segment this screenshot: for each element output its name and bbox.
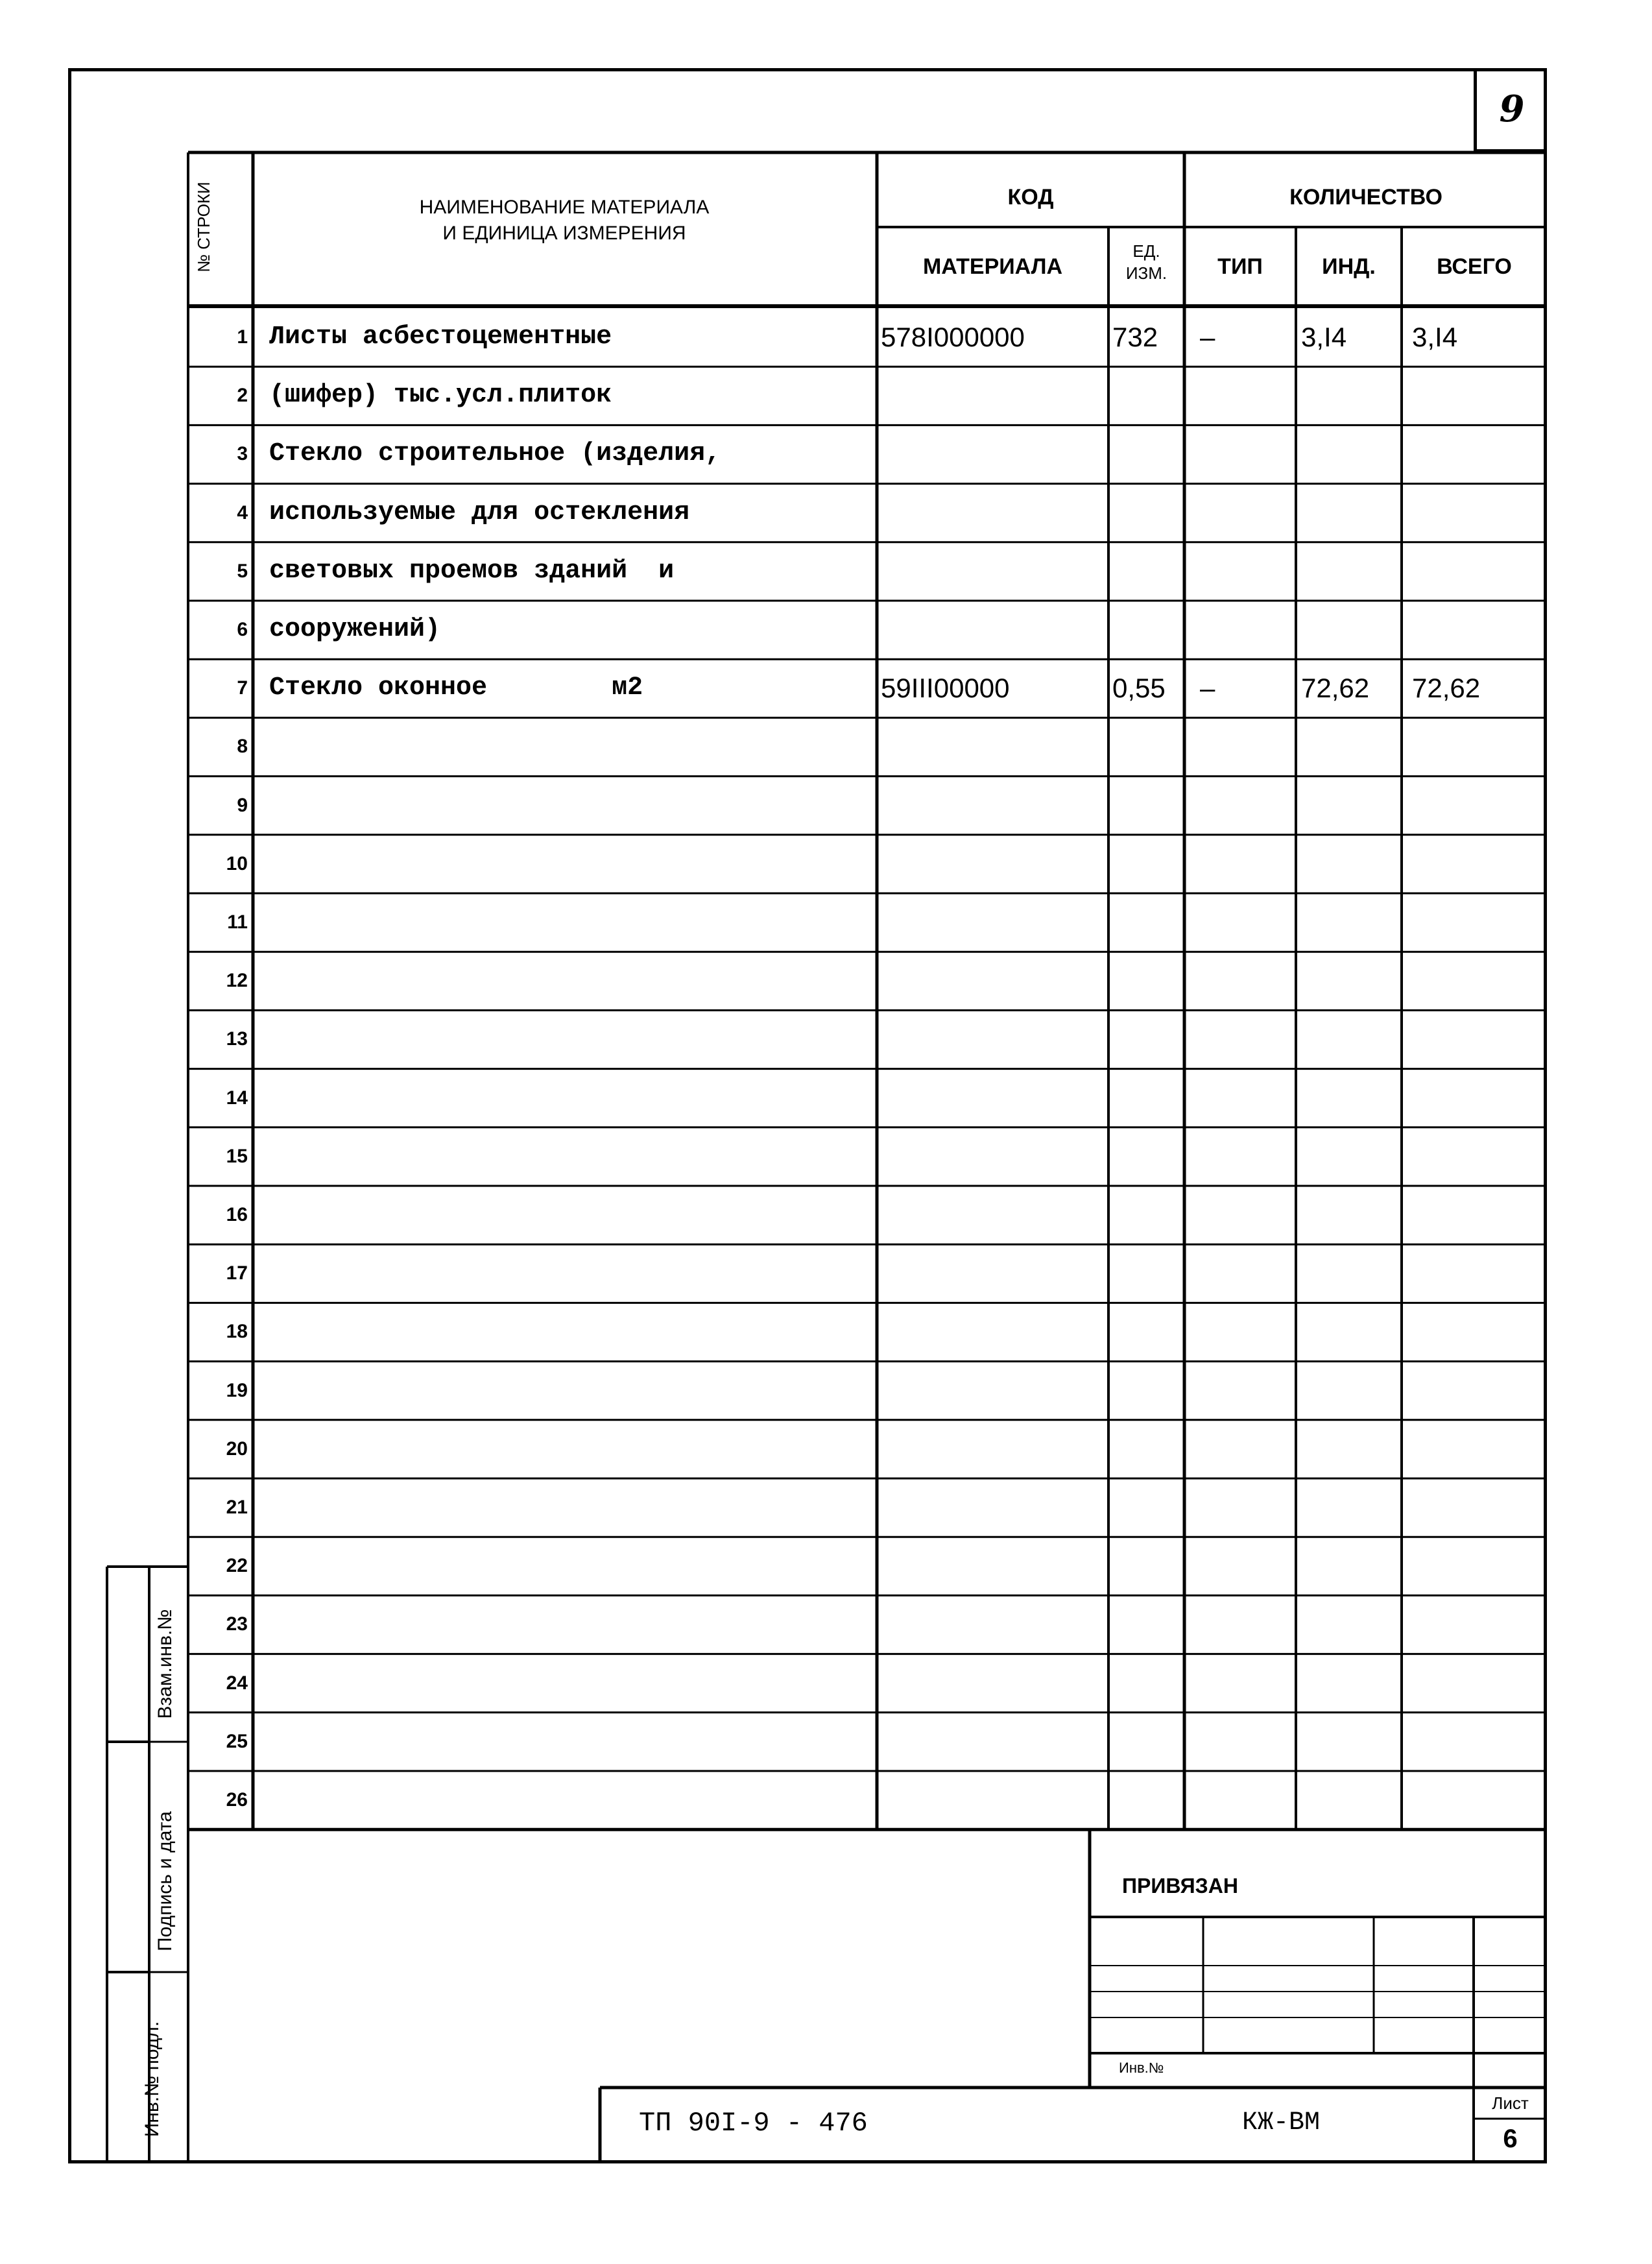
- cell-total: [1402, 425, 1547, 483]
- cell-name: сооружений): [269, 615, 441, 644]
- cell-name: Листы асбестоцементные: [269, 322, 612, 352]
- cell-code: [877, 777, 1108, 835]
- cell-total: [1402, 1713, 1547, 1771]
- cell-ind: [1296, 717, 1402, 776]
- cell-ind: [1296, 1771, 1402, 1829]
- cell-ind: [1296, 1186, 1402, 1244]
- cell-name: [253, 1069, 877, 1127]
- cell-name: [253, 1303, 877, 1361]
- cell-unit: [1108, 1010, 1184, 1068]
- cell-type: [1184, 1010, 1296, 1068]
- cell-unit: [1108, 1713, 1184, 1771]
- cell-code: [877, 952, 1108, 1010]
- cell-total: 3,I4: [1412, 322, 1458, 352]
- cell-type: [1184, 1771, 1296, 1829]
- quantity-group-header: КОЛИЧЕСТВО: [1289, 185, 1443, 210]
- cell-name: [253, 1537, 877, 1595]
- cell-name: [253, 893, 877, 952]
- ind-column-header: ИНД.: [1322, 254, 1376, 279]
- cell-ind: [1296, 484, 1402, 542]
- cell-unit: [1108, 835, 1184, 893]
- cell-type: [1184, 484, 1296, 542]
- cell-ind: [1296, 542, 1402, 601]
- cell-n: 17: [226, 1262, 248, 1284]
- cell-name: [253, 1595, 877, 1654]
- cell-code: [877, 1537, 1108, 1595]
- cell-code: [877, 1244, 1108, 1303]
- cell-name: [253, 1127, 877, 1186]
- cell-ind: [1296, 1244, 1402, 1303]
- document-mark: КЖ-ВМ: [1241, 2108, 1321, 2138]
- cell-code: [877, 1654, 1108, 1713]
- cell-name: [253, 717, 877, 776]
- cell-type: [1184, 542, 1296, 601]
- cell-n: 15: [226, 1145, 248, 1167]
- cell-code: [877, 1010, 1108, 1068]
- cell-ind: [1296, 1713, 1402, 1771]
- cell-ind: [1296, 893, 1402, 952]
- inventory-small-label: Инв.№: [1119, 2060, 1164, 2076]
- cell-name: [253, 777, 877, 835]
- cell-code: [877, 1478, 1108, 1537]
- cell-total: [1402, 542, 1547, 601]
- cell-code: [877, 1069, 1108, 1127]
- row-number-header: № СТРОКИ: [194, 182, 213, 272]
- signature-date-label: Подпись и дата: [154, 1811, 176, 1951]
- cell-ind: [1296, 1303, 1402, 1361]
- cell-code: [877, 893, 1108, 952]
- cell-unit: [1108, 1244, 1184, 1303]
- cell-type: [1184, 952, 1296, 1010]
- cell-name: Стекло оконное м2: [269, 673, 643, 703]
- cell-unit: [1108, 717, 1184, 776]
- cell-n: 9: [237, 794, 248, 816]
- cell-unit: 0,55: [1112, 673, 1166, 704]
- cell-ind: [1296, 1010, 1402, 1068]
- cell-unit: [1108, 1537, 1184, 1595]
- cell-unit: [1108, 1654, 1184, 1713]
- cell-n: 26: [226, 1789, 248, 1811]
- cell-type: [1184, 777, 1296, 835]
- cell-n: 7: [237, 677, 248, 699]
- cell-ind: [1296, 1362, 1402, 1420]
- cell-total: [1402, 1244, 1547, 1303]
- cell-ind: [1296, 601, 1402, 659]
- cell-ind: [1296, 952, 1402, 1010]
- cell-total: [1402, 835, 1547, 893]
- cell-ind: [1296, 425, 1402, 483]
- cell-total: [1402, 1186, 1547, 1244]
- cell-n: 3: [237, 443, 248, 465]
- cell-total: [1402, 1478, 1547, 1537]
- cell-total: [1402, 1420, 1547, 1478]
- cell-total: [1402, 777, 1547, 835]
- cell-n: 2: [237, 385, 248, 407]
- cell-ind: [1296, 1537, 1402, 1595]
- cell-n: 8: [237, 736, 248, 758]
- cell-unit: [1108, 1069, 1184, 1127]
- cell-unit: [1108, 952, 1184, 1010]
- material-column-header: МАТЕРИАЛА: [922, 254, 1063, 279]
- cell-n: 18: [226, 1321, 248, 1343]
- cell-unit: [1108, 367, 1184, 425]
- cell-code: [877, 1420, 1108, 1478]
- cell-total: [1402, 952, 1547, 1010]
- cell-type: [1184, 1186, 1296, 1244]
- cell-type: [1184, 893, 1296, 952]
- cell-code: [877, 1595, 1108, 1654]
- cell-name: [253, 1010, 877, 1068]
- cell-ind: [1296, 777, 1402, 835]
- cell-ind: 3,I4: [1301, 322, 1347, 352]
- cell-code: 59III00000: [881, 673, 1010, 704]
- cell-unit: [1108, 484, 1184, 542]
- total-column-header: ВСЕГО: [1437, 254, 1512, 279]
- name-header-line-1: НАИМЕНОВАНИЕ МАТЕРИАЛА: [419, 197, 710, 218]
- sheet-label: Лист: [1492, 2093, 1529, 2113]
- cell-type: [1184, 1069, 1296, 1127]
- cell-total: [1402, 1303, 1547, 1361]
- cell-n: 25: [226, 1730, 248, 1752]
- cell-n: 21: [226, 1497, 248, 1518]
- cell-ind: [1296, 835, 1402, 893]
- unit-header-line-2: ИЗМ.: [1125, 263, 1167, 283]
- sheet-value: 6: [1503, 2125, 1518, 2153]
- cell-code: [877, 367, 1108, 425]
- cell-n: 4: [237, 501, 248, 524]
- unit-header-line-1: ЕД.: [1132, 241, 1160, 261]
- cell-type: [1184, 717, 1296, 776]
- cell-ind: 72,62: [1301, 673, 1370, 704]
- cell-type: [1184, 1654, 1296, 1713]
- cell-total: [1402, 1771, 1547, 1829]
- cell-n: 11: [227, 911, 248, 933]
- cell-type: [1184, 835, 1296, 893]
- cell-type: [1184, 1478, 1296, 1537]
- cell-ind: [1296, 1595, 1402, 1654]
- cell-total: [1402, 893, 1547, 952]
- cell-code: 578I000000: [881, 322, 1025, 352]
- cell-ind: [1296, 1069, 1402, 1127]
- cell-type: [1184, 1537, 1296, 1595]
- replacement-inventory-label: Взам.инв.№: [154, 1609, 176, 1719]
- cell-total: [1402, 1595, 1547, 1654]
- cell-type: [1184, 1127, 1296, 1186]
- cell-total: [1402, 484, 1547, 542]
- cell-total: [1402, 1537, 1547, 1595]
- cell-name: [253, 835, 877, 893]
- cell-name: [253, 1771, 877, 1829]
- cell-ind: [1296, 367, 1402, 425]
- cell-unit: [1108, 1771, 1184, 1829]
- cell-unit: [1108, 425, 1184, 483]
- cell-code: [877, 425, 1108, 483]
- cell-n: 6: [237, 619, 248, 640]
- unit-column-header: [1108, 240, 1184, 298]
- cell-type: [1184, 1595, 1296, 1654]
- cell-n: 1: [237, 326, 248, 348]
- cell-code: [877, 601, 1108, 659]
- cell-total: [1402, 601, 1547, 659]
- cell-total: 72,62: [1412, 673, 1481, 704]
- cell-type: –: [1200, 673, 1215, 704]
- cell-code: [877, 542, 1108, 601]
- cell-total: [1402, 367, 1547, 425]
- name-header-line-2: И ЕДИНИЦА ИЗМЕРЕНИЯ: [442, 223, 686, 244]
- cell-name: [253, 1362, 877, 1420]
- cell-name: [253, 1654, 877, 1713]
- original-inventory-label: Инв.№ подл.: [141, 2021, 163, 2138]
- cell-total: [1402, 1010, 1547, 1068]
- privyazan-label: ПРИВЯЗАН: [1122, 1874, 1238, 1897]
- cell-n: 10: [226, 852, 248, 874]
- cell-n: 16: [226, 1204, 248, 1225]
- cell-n: 5: [237, 560, 248, 582]
- cell-total: [1402, 1127, 1547, 1186]
- cell-n: 22: [226, 1555, 248, 1577]
- cell-name: Стекло строительное (изделия,: [269, 439, 721, 469]
- cell-total: [1402, 717, 1547, 776]
- sheet-number: 9: [1474, 68, 1547, 152]
- cell-ind: [1296, 1654, 1402, 1713]
- document-code: ТП 90I-9 - 476: [639, 2108, 868, 2139]
- cell-unit: 732: [1112, 322, 1158, 352]
- cell-name: (шифер) тыс.усл.плиток: [269, 381, 612, 411]
- cell-total: [1402, 1362, 1547, 1420]
- cell-type: [1184, 1303, 1296, 1361]
- cell-n: 12: [226, 970, 248, 992]
- cell-code: [877, 484, 1108, 542]
- cell-unit: [1108, 1127, 1184, 1186]
- cell-code: [877, 1713, 1108, 1771]
- cell-type: [1184, 1420, 1296, 1478]
- name-column-header: [253, 195, 876, 272]
- cell-ind: [1296, 1127, 1402, 1186]
- cell-name: [253, 1420, 877, 1478]
- cell-unit: [1108, 893, 1184, 952]
- cell-type: –: [1200, 322, 1215, 352]
- cell-n: 14: [226, 1087, 248, 1109]
- cell-unit: [1108, 1420, 1184, 1478]
- cell-code: [877, 1303, 1108, 1361]
- cell-type: [1184, 1713, 1296, 1771]
- cell-code: [877, 835, 1108, 893]
- cell-name: [253, 1186, 877, 1244]
- cell-name: [253, 1244, 877, 1303]
- cell-n: 24: [226, 1672, 248, 1694]
- cell-unit: [1108, 1478, 1184, 1537]
- cell-unit: [1108, 777, 1184, 835]
- cell-unit: [1108, 542, 1184, 601]
- cell-name: [253, 1478, 877, 1537]
- cell-type: [1184, 1244, 1296, 1303]
- cell-unit: [1108, 1186, 1184, 1244]
- cell-code: [877, 1186, 1108, 1244]
- cell-code: [877, 717, 1108, 776]
- type-column-header: ТИП: [1217, 254, 1263, 279]
- code-group-header: КОД: [1007, 185, 1054, 210]
- cell-unit: [1108, 601, 1184, 659]
- cell-n: 19: [226, 1379, 248, 1401]
- cell-n: 23: [226, 1613, 248, 1635]
- cell-unit: [1108, 1303, 1184, 1361]
- cell-type: [1184, 601, 1296, 659]
- cell-ind: [1296, 1420, 1402, 1478]
- cell-code: [877, 1362, 1108, 1420]
- cell-name: [253, 952, 877, 1010]
- cell-n: 13: [226, 1028, 248, 1050]
- cell-code: [877, 1127, 1108, 1186]
- cell-type: [1184, 1362, 1296, 1420]
- cell-name: световых проемов зданий и: [269, 556, 675, 586]
- cell-n: 20: [226, 1438, 248, 1460]
- cell-ind: [1296, 1478, 1402, 1537]
- cell-unit: [1108, 1595, 1184, 1654]
- cell-unit: [1108, 1362, 1184, 1420]
- cell-type: [1184, 425, 1296, 483]
- cell-name: используемые для остекления: [269, 498, 690, 527]
- cell-type: [1184, 367, 1296, 425]
- cell-code: [877, 1771, 1108, 1829]
- cell-total: [1402, 1654, 1547, 1713]
- cell-name: [253, 1713, 877, 1771]
- cell-total: [1402, 1069, 1547, 1127]
